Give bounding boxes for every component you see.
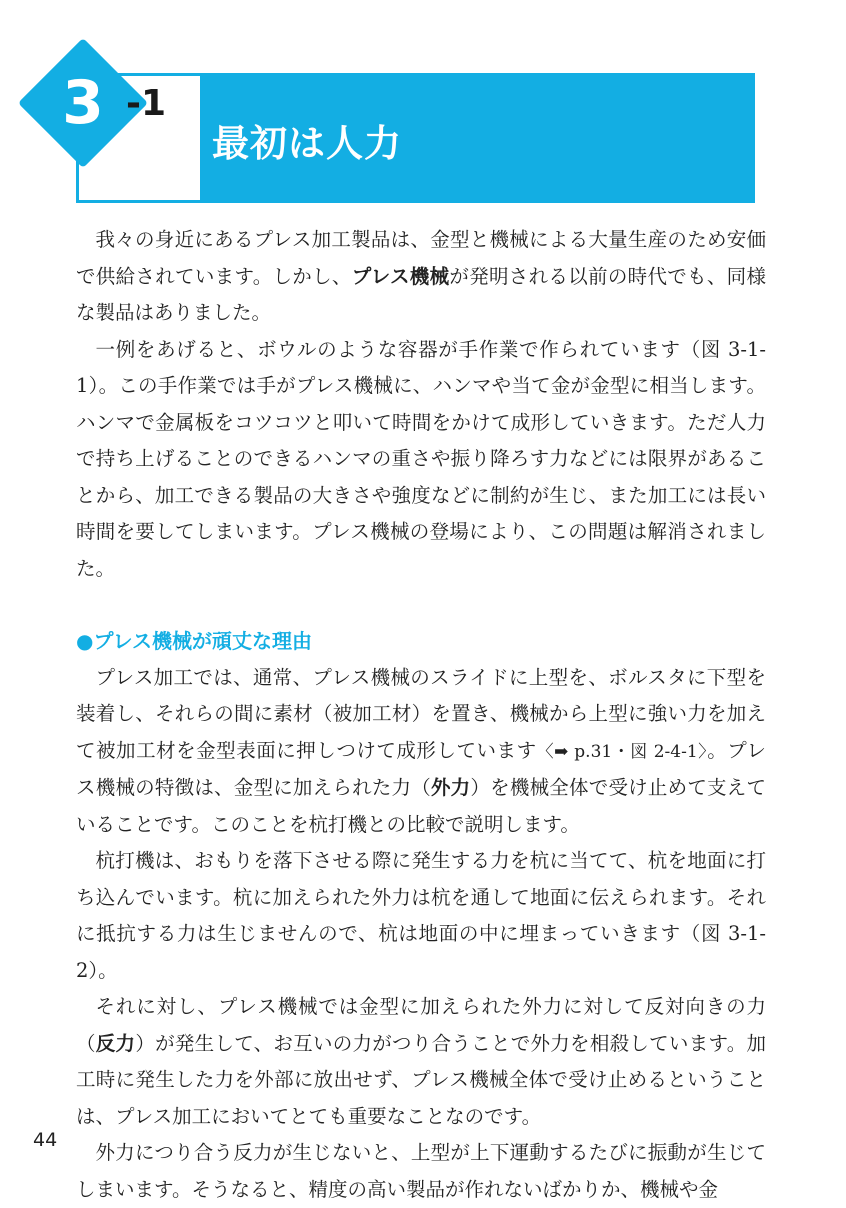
subheading: ●プレス機械が頑丈な理由	[76, 629, 313, 653]
paragraph-1-text-b: が発明される以前の時代でも、同様な製品はありました。	[76, 264, 766, 324]
term-external-force: 外力	[430, 776, 471, 799]
section-number: 3	[62, 68, 104, 138]
paragraph-5-text-b: ）が発生して、お互いの力がつり合うことで外力を相殺しています。加工時に発生した力を外部に放出せず、プレス機械全体で受け止めるということは、プレス加工においてとても重要なことなのです。	[76, 1031, 766, 1128]
paragraph-3-text-c: ）を機械全体で受け止めて支えていることです。このことを杭打機との比較で説明します。	[76, 776, 766, 836]
paragraph-1	[76, 222, 766, 332]
paragraph-4: 杭打機は、おもりを落下させる際に発生する力を杭に当てて、杭を地面に打ち込んでいます。杭に加えられた外力は杭を通して地面に伝えられます。それに抵抗する力は生じませんので、杭は地面の中に埋まっていきます（図 3-1-2）。	[76, 849, 766, 982]
paragraph-1-text-a: 我々の身近にあるプレス加工製品は、金型と機械による大量生産のため安価で供給されています。しかし、	[76, 228, 766, 288]
paragraph-3	[76, 660, 766, 844]
term-reaction-force: 反力	[95, 1031, 136, 1055]
figure-reference: 〈➡ p.31・図 2-4-1〉	[536, 741, 708, 762]
paragraph-3-text-a: プレス加工では、通常、プレス機械のスライドに上型を、ボルスタに下型を装着し、それらの間に素材（被加工材）を置き、機械から上型に強い力を加えて被加工材を金型表面に押しつけて成形しています	[76, 665, 766, 762]
paragraph-6: 外力につり合う反力が生じないと、上型が上下運動するたびに振動が生じてしまいます。そうなると、精度の高い製品が作れないばかりか、機械や金	[76, 1141, 766, 1201]
body-text	[76, 222, 766, 1208]
section-title: 最初は人力	[212, 122, 402, 165]
section-subnumber: -1	[126, 83, 166, 124]
paragraph-3-text-b: 。プレス機械の特徴は、金型に加えられた力（	[76, 738, 766, 799]
chapter-header	[0, 0, 846, 215]
paragraph-2: 一例をあげると、ボウルのような容器が手作業で作られています（図 3-1-1）。この手作業では手がプレス機械に、ハンマや当て金が金型に相当します。ハンマで金属板をコツコツと叩いて時間をかけて成形していきます。ただ人力で持ち上げることのできるハンマの重さや振り降ろす力などには限界があることから、加工できる製品の大きさや強度などに制約が生じ、また加工には長い時間を要してしまいます。プレス機械の登場により、この問題は解消されました。	[76, 337, 766, 580]
term-press-machine: プレス機械	[351, 264, 450, 288]
page-number: 44	[33, 1129, 58, 1151]
paragraph-5-text-a: それに対し、プレス機械では金型に加えられた外力に対して反対向きの力（	[76, 995, 766, 1055]
paragraph-5	[76, 989, 766, 1135]
